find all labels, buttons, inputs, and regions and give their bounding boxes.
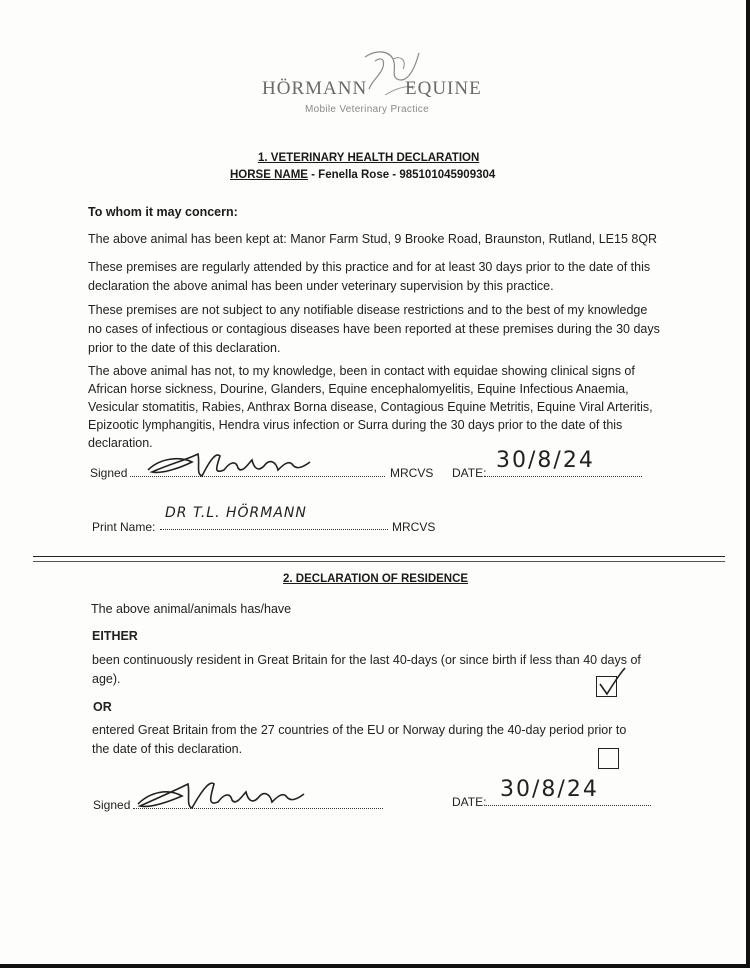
date-label-2: DATE:	[452, 795, 487, 809]
para-line: Epizootic lymphangitis, Hendra virus infection or Surra during the 30 days prior to the date of this	[88, 418, 623, 432]
scan-edge-bottom	[0, 964, 750, 968]
either-label: EITHER	[92, 629, 138, 643]
para-contact	[88, 362, 653, 452]
para-line: entered Great Britain from the 27 countries of the EU or Norway during the 40-day period prior to	[92, 723, 627, 737]
kept-at-line: The above animal has been kept at: Manor Farm Stud, 9 Brooke Road, Braunston, Rutland, LE15 8QR	[88, 232, 658, 246]
option2-checkbox[interactable]	[598, 748, 619, 769]
section2-heading: 2. DECLARATION OF RESIDENCE	[283, 573, 469, 585]
para-line: been continuously resident in Great Britain for the last 40-days (or since birth if less than 40 days of	[92, 653, 641, 667]
salutation: To whom it may concern:	[88, 205, 238, 219]
para-line: These premises are not subject to any notifiable disease restrictions and to the best of my knowledge	[88, 303, 648, 317]
para-attended	[88, 258, 650, 296]
para-line: the date of this declaration.	[92, 742, 243, 756]
option2-text	[92, 721, 626, 759]
checkmark-icon	[592, 666, 628, 700]
mrcvs-label-1: MRCVS	[390, 466, 434, 480]
para-line: These premises are regularly attended by this practice and for at least 30 days prior to the date of this	[88, 260, 651, 274]
date-value-1: 30/8/24	[496, 448, 595, 473]
print-name-value: DR T.L. HÖRMANN	[165, 505, 307, 521]
brand-name-right: EQUINE	[405, 78, 482, 99]
para-line: prior to the date of this declaration.	[88, 341, 281, 355]
horse-name-value: - Fenella Rose - 985101045909304	[307, 169, 496, 181]
horse-name-line	[230, 169, 495, 181]
para-line: Vesicular stomatitis, Rabies, Anthrax Borna disease, Contagious Equine Metritis, Equine Viral Arteritis,	[88, 400, 653, 414]
para-line: The above animal has not, to my knowledge, been in contact with equidae showing clinical signs of	[88, 364, 635, 378]
signature-2	[132, 768, 312, 814]
option1-text	[92, 651, 641, 689]
para-restrictions	[88, 301, 660, 358]
section-divider-secondary	[33, 561, 725, 562]
date-label-1: DATE:	[452, 466, 487, 480]
brand-tagline: Mobile Veterinary Practice	[305, 104, 429, 115]
scan-edge-right	[746, 0, 750, 968]
para-line: declaration the above animal has been under veterinary supervision by this practice.	[88, 279, 554, 293]
section1-heading: 1. VETERINARY HEALTH DECLARATION	[258, 152, 480, 164]
horse-name-label: HORSE NAME	[230, 169, 308, 181]
signature-1	[140, 440, 320, 480]
or-label: OR	[93, 700, 112, 714]
brand-name-left: HÖRMANN	[262, 78, 368, 99]
print-name-label: Print Name:	[92, 520, 156, 534]
mrcvs-label-2: MRCVS	[392, 520, 436, 534]
section2-intro: The above animal/animals has/have	[91, 602, 292, 616]
date-value-2: 30/8/24	[500, 777, 599, 802]
signed-label-2: Signed	[93, 798, 131, 812]
section-divider	[33, 556, 725, 557]
signed-label-1: Signed	[90, 466, 128, 480]
para-line: African horse sickness, Dourine, Glanders, Equine encephalomyelitis, Equine Infectious Anaemia,	[88, 382, 629, 396]
para-line: age).	[92, 672, 121, 686]
para-line: declaration.	[88, 436, 153, 450]
para-line: no cases of infectious or contagious diseases have been reported at these premises during the 30 days	[88, 322, 660, 336]
